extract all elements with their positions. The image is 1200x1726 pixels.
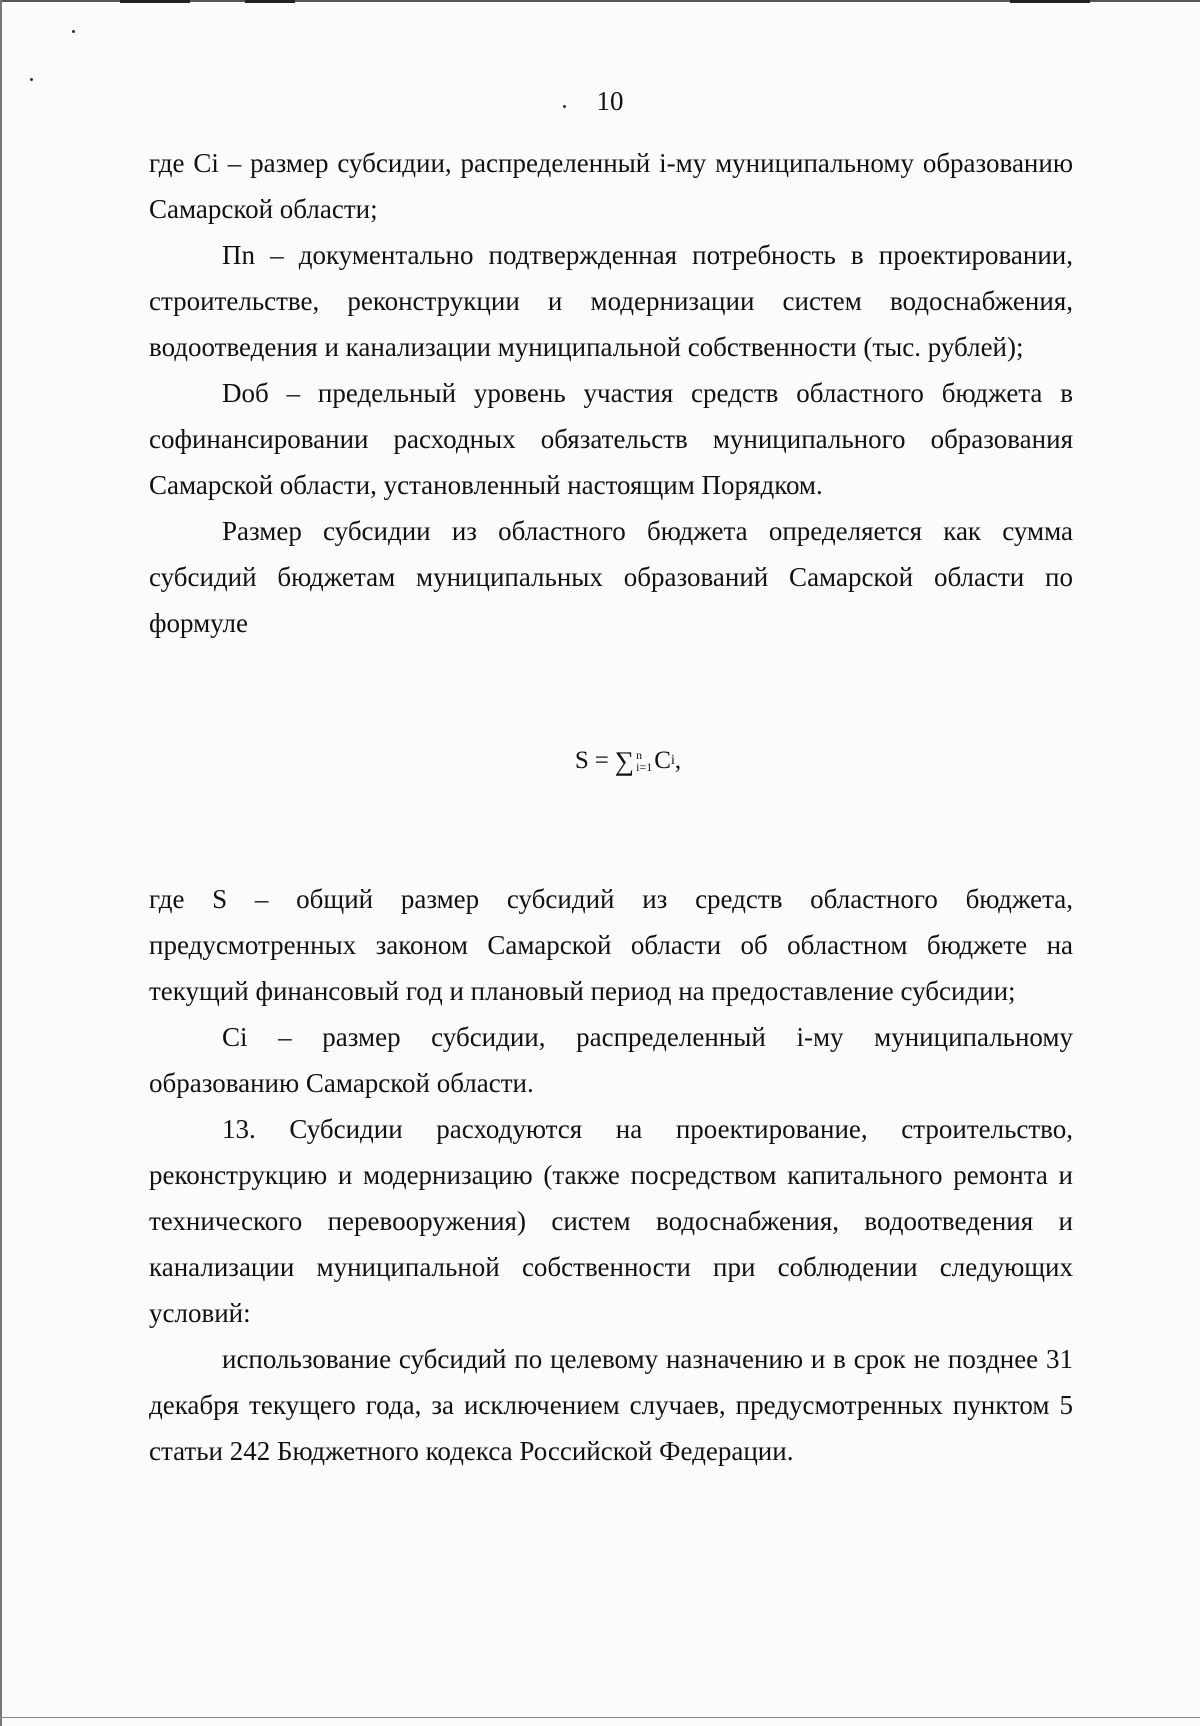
scan-dot — [72, 30, 75, 33]
paragraph: Размер субсидии из областного бюджета определяется как сумма субсидий бюджетам муниципальных образований Самарской области по формуле — [149, 516, 1073, 638]
document-body — [149, 140, 1073, 1474]
formula-term-subscript: i — [670, 753, 675, 768]
formula-equals: = — [594, 747, 609, 774]
scan-edge-left — [0, 0, 2, 1726]
formula-lower-limit: i=1 — [636, 760, 653, 774]
scan-dot — [30, 78, 33, 81]
paragraph: Пn – документально подтвержденная потребность в проектировании, строительстве, реконструкции и модернизации систем водоснабжения, водоотведения и канализации муниципальной собственности (тыс. рублей); — [149, 240, 1073, 362]
sum-formula — [149, 646, 1073, 876]
scan-mark — [1010, 0, 1090, 3]
formula-limits — [636, 749, 652, 773]
paragraph-group-top — [149, 140, 1073, 646]
formula-sigma: ∑ — [614, 746, 635, 776]
formula-lhs: S — [574, 747, 589, 774]
paragraph: использование субсидий по целевому назначению и в срок не позднее 31 декабря текущего года, за исключением случаев, предусмотренных пунктом 5 статьи 242 Бюджетного кодекса Российской Федерации. — [149, 1344, 1073, 1466]
scan-edge-bottom — [0, 1717, 1200, 1718]
paragraph-group-bottom — [149, 876, 1073, 1474]
formula-upper-limit: n — [636, 748, 643, 762]
paragraph: Ci – размер субсидии, распределенный i-му муниципальному образованию Самарской области. — [149, 1022, 1073, 1098]
paragraph: Dоб – предельный уровень участия средств областного бюджета в софинансировании расходных обязательств муниципального образования Самарской области, установленный настоящим Порядком. — [149, 378, 1073, 500]
scan-mark — [245, 0, 295, 3]
paragraph: где S – общий размер субсидий из средств областного бюджета, предусмотренных законом Самарской области об областном бюджете на текущий финансовый год и плановый период на предоставление субсидии; — [149, 884, 1073, 1006]
paragraph: где Ci – размер субсидии, распределенный i-му муниципальному образованию Самарской области; — [149, 148, 1073, 224]
paragraph: 13. Субсидии расходуются на проектирование, строительство, реконструкцию и модернизацию (также посредством капитального ремонта и технического перевооружения) систем водоснабжения, водоотведения и канализации муниципальной собственности при соблюдении следующих условий: — [149, 1114, 1073, 1328]
scan-mark — [120, 0, 190, 3]
formula-term: C — [654, 747, 671, 774]
formula-trail: , — [674, 747, 682, 774]
page-number: 10 — [596, 86, 624, 116]
